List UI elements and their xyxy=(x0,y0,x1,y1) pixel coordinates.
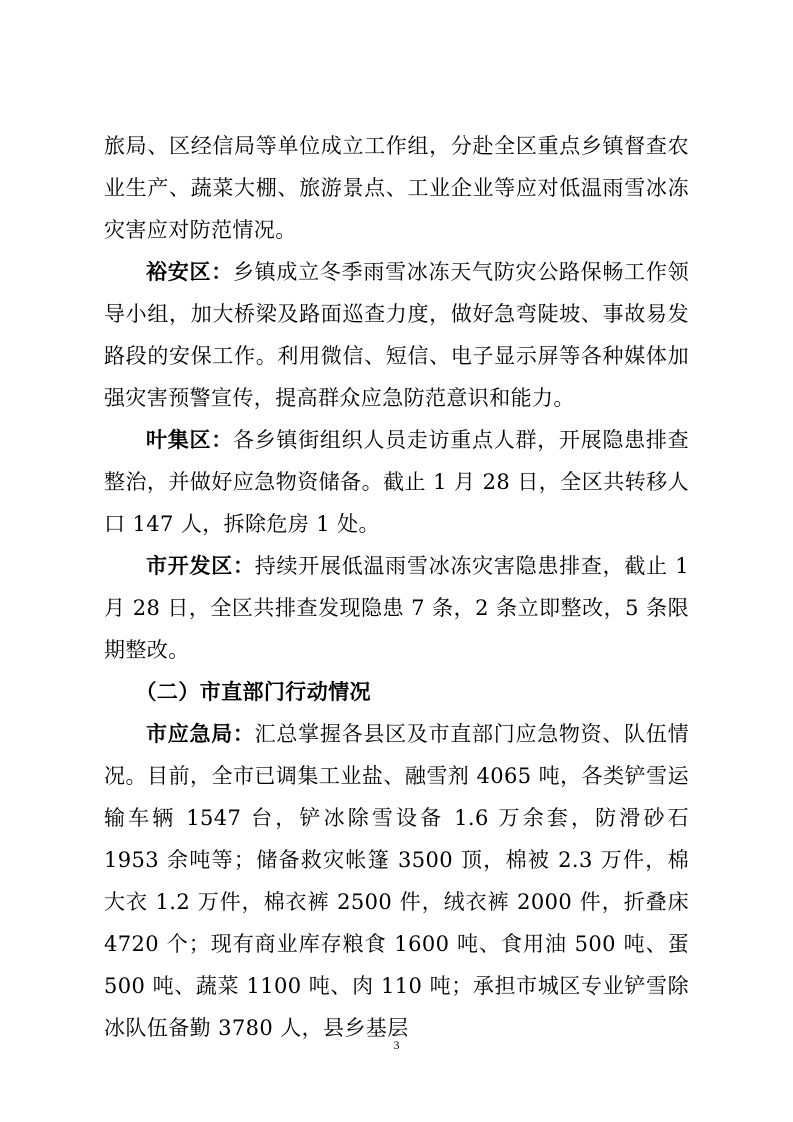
section-heading: （二）市直部门行动情况 xyxy=(135,680,371,704)
paragraph-text: 各乡镇街组织人员走访重点人群，开展隐患排查整治，并做好应急物资储备。截止 1 月 28 日，全区共转移人口 147 人，拆除危房 1 处。 xyxy=(104,428,689,536)
paragraph-text: 持续开展低温雨雪冰冻灾害隐患排查，截止 1 月 28 日，全区共排查发现隐患 7 条，2 条立即整改，5 条限期整改。 xyxy=(104,554,690,662)
paragraph-text: 汇总掌握各县区及市直部门应急物资、队伍情况。目前，全市已调集工业盐、融雪剂 4065 吨，各类铲雪运输车辆 1547 台，铲冰除雪设备 1.6 万余套，防滑砂石 1953 余吨等；储备救灾帐篷 3500 顶，棉被 2.3 万件，棉大衣 1.2 万件，棉衣裤 2500 件，绒衣裤 2000 件，折叠床 4720 个；现有商业库存粮食 1600 吨、食用油 500 吨、蛋 500 吨、蔬菜 1100 吨、肉 110 吨；承担市城区专业铲雪除冰队伍备勤 3780 人，县乡基层 xyxy=(104,722,690,1040)
document-body xyxy=(104,125,689,1049)
paragraph-lead: 市开发区： xyxy=(146,554,255,578)
paragraph-text: 旅局、区经信局等单位成立工作组，分赴全区重点乡镇督查农业生产、蔬菜大棚、旅游景点、工业企业等应对低温雨雪冰冻灾害应对防范情况。 xyxy=(104,134,689,242)
paragraph-lead: 市应急局： xyxy=(146,722,255,746)
paragraph-development-zone xyxy=(104,545,689,671)
paragraph-continuation xyxy=(104,125,689,251)
paragraph-lead: 叶集区： xyxy=(146,428,233,452)
paragraph-yeji-district xyxy=(104,419,689,545)
paragraph-text: 乡镇成立冬季雨雪冰冻天气防灾公路保畅工作领导小组，加大桥梁及路面巡查力度，做好急弯陡坡、事故易发路段的安保工作。利用微信、短信、电子显示屏等各种媒体加强灾害预警宣传，提高群众应急防范意识和能力。 xyxy=(104,260,689,410)
paragraph-emergency-bureau xyxy=(104,713,689,1049)
paragraph-lead: 裕安区： xyxy=(146,260,233,284)
paragraph-yuan-district xyxy=(104,251,689,419)
page-number: 3 xyxy=(393,1038,400,1052)
